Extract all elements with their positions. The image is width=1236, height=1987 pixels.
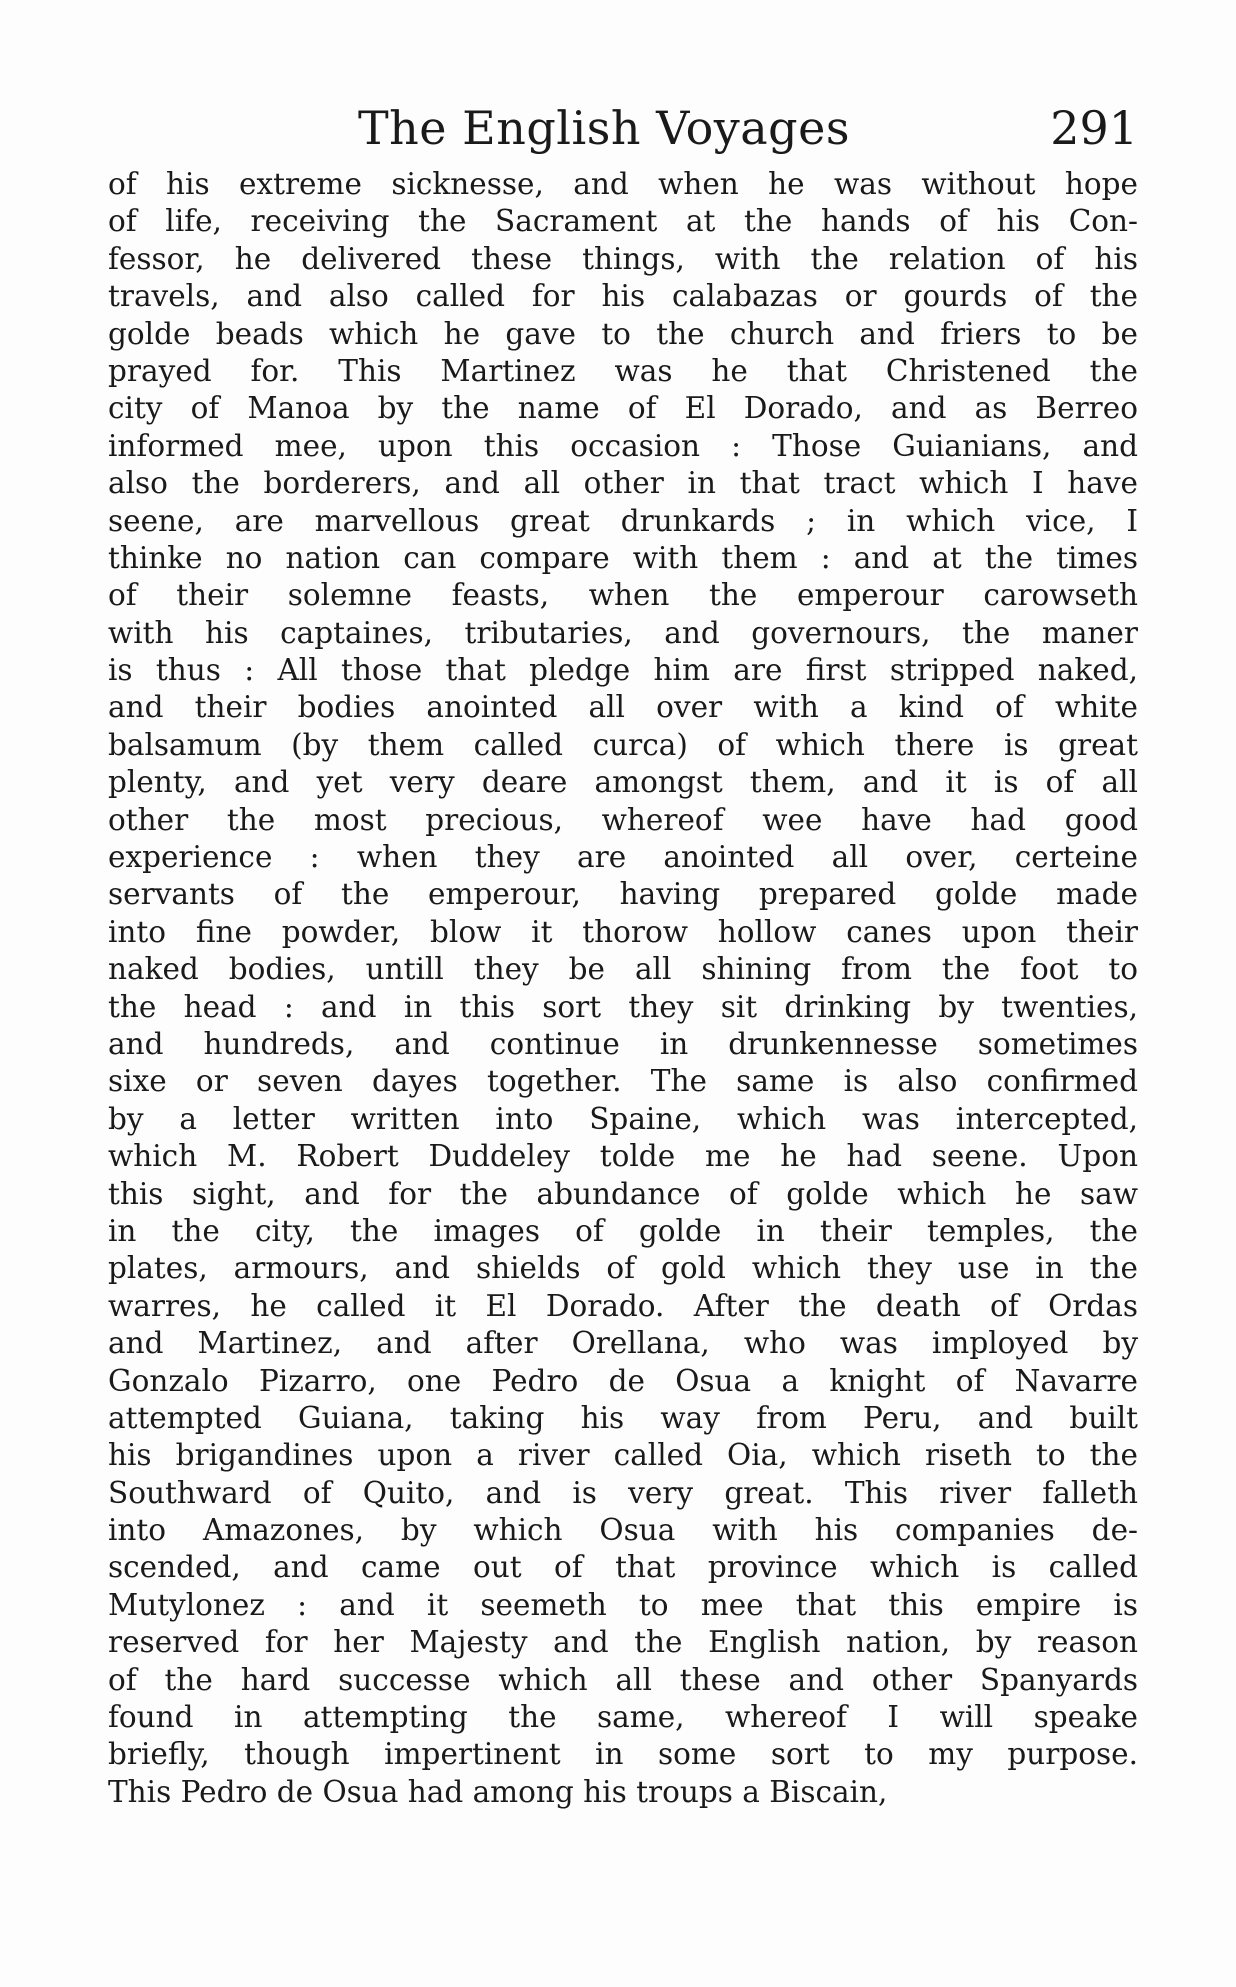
- text-line: also the borderers, and all other in that tract which I have: [108, 466, 1138, 501]
- text-line: scended, and came out of that province which is called: [108, 1550, 1138, 1585]
- text-line: his brigandines upon a river called Oia, which riseth to the: [108, 1438, 1138, 1473]
- text-line: of his extreme sicknesse, and when he was without hope: [108, 167, 1138, 201]
- text-line: found in attempting the same, whereof I will speake: [108, 1700, 1138, 1735]
- text-line: city of Manoa by the name of El Dorado, and as Berreo: [108, 391, 1138, 426]
- text-line: of the hard successe which all these and other Spanyards: [108, 1662, 1138, 1697]
- text-line: in the city, the images of golde in their temples, the: [108, 1213, 1138, 1248]
- text-line: into Amazones, by which Osua with his companies de-: [108, 1513, 1138, 1548]
- text-line: experience : when they are anointed all over, certeine: [108, 840, 1138, 875]
- text-line: briefly, though impertinent in some sort to my purpose.: [108, 1737, 1138, 1772]
- text-line: is thus : All those that pledge him are first stripped naked,: [108, 653, 1138, 688]
- text-line: by a letter written into Spaine, which was intercepted,: [108, 1101, 1138, 1136]
- page-header: [108, 100, 1138, 160]
- body-text: [108, 166, 1138, 1811]
- text-line: the head : and in this sort they sit drinking by twenties,: [108, 989, 1138, 1024]
- text-line: travels, and also called for his calabazas or gourds of the: [108, 279, 1138, 314]
- text-line: warres, he called it El Dorado. After the death of Ordas: [108, 1288, 1138, 1323]
- text-line: prayed for. This Martinez was he that Christened the: [108, 353, 1138, 388]
- running-head: The English Voyages: [358, 101, 850, 155]
- text-line: informed mee, upon this occasion : Those Guianians, and: [108, 428, 1138, 463]
- text-line: golde beads which he gave to the church and friers to be: [108, 316, 1138, 351]
- text-line: other the most precious, whereof wee have had good: [108, 802, 1138, 837]
- text-line: and their bodies anointed all over with a kind of white: [108, 690, 1138, 725]
- text-line: Southward of Quito, and is very great. This river falleth: [108, 1475, 1138, 1510]
- text-line: and Martinez, and after Orellana, who was imployed by: [108, 1326, 1138, 1361]
- text-line: seene, are marvellous great drunkards ; in which vice, I: [108, 503, 1138, 538]
- text-line: plenty, and yet very deare amongst them, and it is of all: [108, 765, 1138, 800]
- text-line: Gonzalo Pizarro, one Pedro de Osua a knight of Navarre: [108, 1363, 1138, 1398]
- text-line: naked bodies, untill they be all shining from the foot to: [108, 952, 1138, 987]
- text-line: sixe or seven dayes together. The same is also confirmed: [108, 1064, 1138, 1099]
- text-line: balsamum (by them called curca) of which there is great: [108, 727, 1138, 762]
- text-line: attempted Guiana, taking his way from Peru, and built: [108, 1400, 1138, 1435]
- text-line: servants of the emperour, having prepared golde made: [108, 877, 1138, 912]
- text-line: reserved for her Majesty and the English nation, by reason: [108, 1625, 1138, 1660]
- text-line: thinke no nation can compare with them : and at the times: [108, 540, 1138, 575]
- text-line: This Pedro de Osua had among his troups a Biscain,: [108, 1774, 888, 1809]
- text-line: into fine powder, blow it thorow hollow canes upon their: [108, 914, 1138, 949]
- page-number: 291: [1050, 101, 1138, 155]
- text-line: plates, armours, and shields of gold which they use in the: [108, 1251, 1138, 1286]
- text-line: with his captaines, tributaries, and governours, the maner: [108, 615, 1138, 650]
- text-line: fessor, he delivered these things, with the relation of his: [108, 241, 1138, 276]
- text-line: this sight, and for the abundance of golde which he saw: [108, 1176, 1138, 1211]
- text-line: of their solemne feasts, when the emperour carowseth: [108, 578, 1138, 613]
- text-line: which M. Robert Duddeley tolde me he had seene. Upon: [108, 1139, 1138, 1174]
- text-line: Mutylonez : and it seemeth to mee that this empire is: [108, 1587, 1138, 1622]
- text-line: of life, receiving the Sacrament at the hands of his Con-: [108, 204, 1138, 239]
- text-line: and hundreds, and continue in drunkennesse sometimes: [108, 1026, 1138, 1061]
